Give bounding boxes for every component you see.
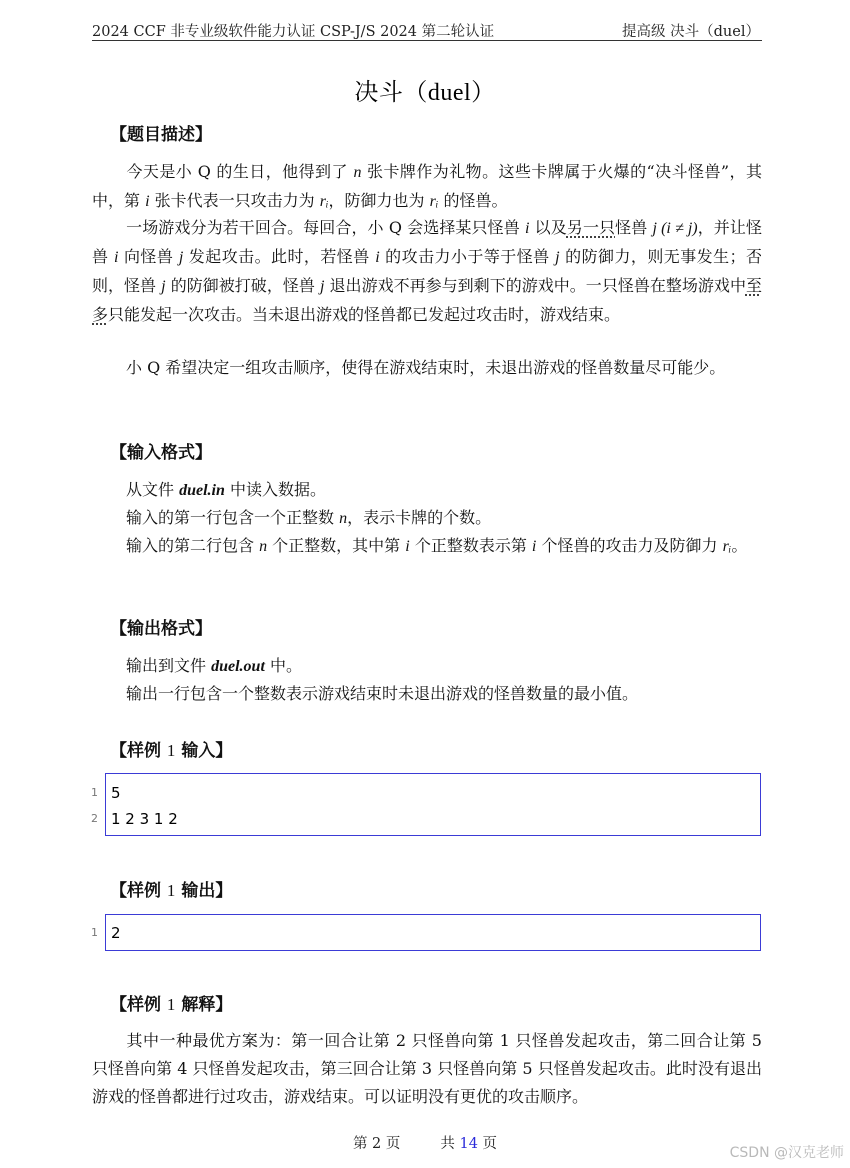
text: 的防御力，则无事发生；否则，怪兽 [92,247,762,295]
sample-number: 1 [166,741,176,760]
text: 怪兽 [615,218,653,237]
text: ，防御力也为 [328,191,430,210]
page-footer [0,1132,850,1153]
text: 输出到文件 [126,656,212,675]
current-page-number: 2 [372,1136,382,1152]
text: ，并让怪兽 [92,218,762,266]
sample-output-code-block[interactable] [91,914,761,951]
watermark: CSDN @汉克老师 [729,1145,844,1161]
text: 共 [440,1136,460,1152]
description-paragraph-3 [92,354,762,382]
math-n: n [259,538,268,555]
heading-description: 【题目描述】 [110,125,212,145]
text: 小 Q 希望决定一组攻击顺序，使得在游戏结束时，未退出游戏的怪兽数量尽可能少。 [126,358,726,377]
text: 。 [731,536,748,555]
text: 其中一种最优方案为：第一回合让第 2 只怪兽向第 1 只怪兽发起攻击，第二回合让第 5 只怪兽向第 4 只怪兽发起攻击，第三回合让第 3 只怪兽向第 5 只怪兽发起攻击。此时没有退出游戏的怪兽都进行过攻击，游戏结束。可以证明没有更优的攻击顺序。 [92,1031,762,1106]
math-n: n [353,164,362,181]
text: 输出】 [175,881,233,901]
text: 个正整数表示第 [409,536,532,555]
text: 今天是小 Q 的生日，他得到了 [126,162,354,181]
code-text: 2 [111,924,121,942]
input-format-line-1 [92,476,762,505]
math-i: i [405,538,410,555]
text: 中。 [264,656,302,675]
input-format-line-3 [92,532,762,561]
text: 的怪兽。 [438,191,508,210]
emphasis-another-one: 另一只 [566,218,616,237]
heading-sample-explanation [110,990,232,1015]
text: 从文件 [126,480,180,499]
math-i: i [145,193,150,210]
emphasis-at-most: 至多 [92,276,762,324]
text: 发起攻击。此时，若怪兽 [183,247,376,266]
math-n: n [339,510,348,527]
line-number: 2 [91,812,98,825]
sample-input-code-block[interactable] [91,773,761,836]
line-number: 1 [91,786,98,799]
math-i: i [531,538,537,555]
text: 向怪兽 [118,247,179,266]
sample-number: 1 [166,881,176,900]
math-i: i [113,249,119,266]
description-paragraph-2 [92,214,762,329]
sample-explanation-paragraph [92,1027,762,1111]
code-line [91,806,760,832]
text: 张卡牌作为礼物。这些卡牌属于火爆的“决斗怪兽”，其中，第 [92,162,762,210]
math-j-neq: j (i ≠ j) [652,220,698,237]
code-line [91,780,760,806]
heading-output-format: 【输出格式】 [110,619,212,639]
text: 的攻击力小于等于怪兽 [379,247,556,266]
text: 输入】 [175,741,233,761]
sample-number: 1 [166,995,176,1014]
text: 第 [352,1136,373,1152]
text: 退出游戏不再参与到剩下的游戏中。一只怪兽在整场游戏中 [324,276,746,295]
input-filename: duel.in [179,482,225,499]
math-ri: rᵢ [319,193,329,210]
text: 以及 [529,218,567,237]
text: 输入的第二行包含 [126,536,260,555]
math-j: j [555,249,560,266]
line-number: 1 [91,926,98,939]
code-text: 1 2 3 1 2 [111,810,178,828]
heading-input-format: 【输入格式】 [110,443,212,463]
text: 中读入数据。 [224,480,326,499]
total-pages-link[interactable]: 14 [459,1136,478,1152]
text: 【样例 [110,741,167,761]
text: 页 [477,1136,498,1152]
code-text: 5 [111,784,121,802]
problem-title-latin: （duel） [403,80,496,106]
header-problem-title: 提高级 决斗（duel） [622,24,760,40]
text: 【样例 [110,995,167,1015]
math-ri: rᵢ [429,193,439,210]
output-format-line-1 [92,652,762,681]
math-j: j [178,249,184,266]
math-j: j [161,278,166,295]
text: 输入的第一行包含一个正整数 [126,508,340,527]
heading-sample-input [110,736,232,761]
text: 个正整数，其中第 [267,536,406,555]
math-ri: rᵢ [722,538,732,555]
problem-title [0,72,850,107]
code-line [91,920,760,946]
text: ，表示卡牌的个数。 [347,508,492,527]
input-format-line-2 [92,504,762,533]
text: 一场游戏分为若干回合。每回合，小 Q 会选择某只怪兽 [126,218,525,237]
output-format-line-2 [92,680,762,708]
output-filename: duel.out [211,658,265,675]
text: 输出一行包含一个整数表示游戏结束时未退出游戏的怪兽数量的最小值。 [126,684,639,703]
text: 的防御被打破，怪兽 [165,276,320,295]
math-j: j [319,278,325,295]
text: 【样例 [110,881,167,901]
text: 只能发起一次攻击。当未退出游戏的怪兽都已发起过攻击时，游戏结束。 [108,305,621,324]
text: 解释】 [175,995,233,1015]
text: 页 [381,1136,401,1152]
text: 个怪兽的攻击力及防御力 [536,536,723,555]
header-contest-title: 2024 CCF 非专业级软件能力认证 CSP-J/S 2024 第二轮认证 [92,24,495,40]
description-paragraph-1 [92,158,762,216]
problem-title-cn: 决斗 [354,78,404,106]
page-header [92,18,762,41]
math-i: i [525,220,530,237]
heading-sample-output [110,876,232,901]
math-i: i [375,249,380,266]
text: 张卡代表一只攻击力为 [149,191,320,210]
